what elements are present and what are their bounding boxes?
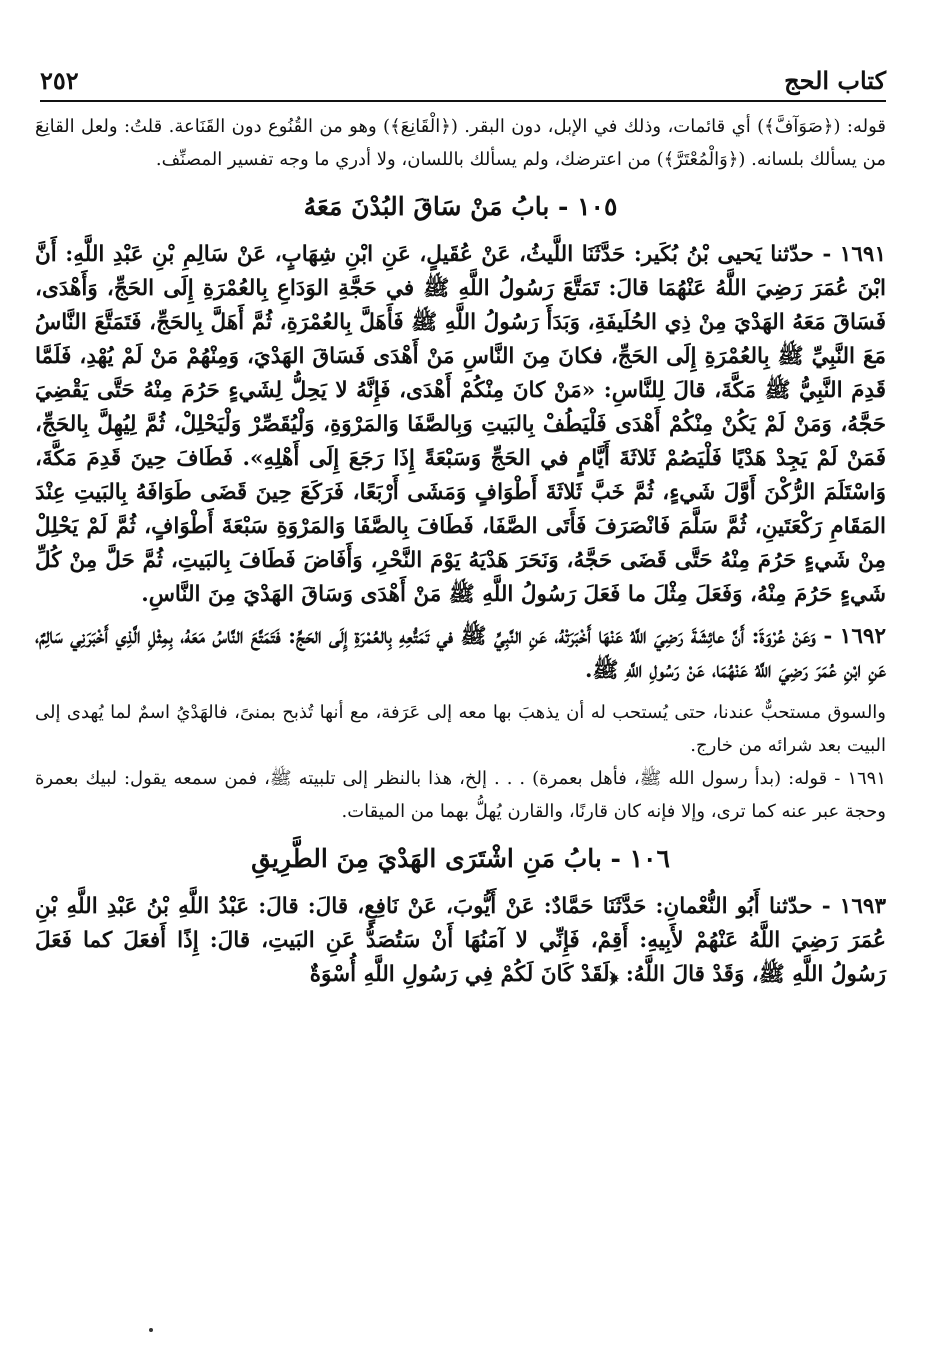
commentary-paragraph: والسوق مستحبٌّ عندنا، حتى يُستحب له أن يذهبَ بها معه إلى عَرَفة، مع أنها تُذبح بمنىً، فالهَدْيُ اسمٌ لما يُهدى إلى البيت بعد شرائه من خارج. bbox=[35, 702, 886, 756]
book-title: كتاب الحج bbox=[784, 66, 886, 95]
chapter-heading: ١٠٥ - بابُ مَنْ سَاقَ البُدْنَ مَعَهُ bbox=[303, 192, 618, 221]
commentary-paragraph: قوله: (﴿صَوَآفَّ﴾) أي قائمات، وذلك في الإبل، دون البقر. (﴿الْقَانِعَ﴾) وهو من القُنُوع دون القَنَاعة. قلتُ: ولعل القانِعَ من يسألك بلسانه. (﴿وَالْمُعْتَرَّ﴾) من اعترضك، ولم يسألك باللسان، ولا أدري ما وجه تفسير المصنِّف. bbox=[35, 116, 886, 170]
page-header bbox=[40, 55, 886, 95]
commentary-paragraph: ١٦٩١ - قوله: (بدأ رسول الله ﷺ، فأهل بعمرة) . . . إلخ، هذا بالنظر إلى تلبيته ﷺ، فمن سمعه يقول: لبيك بعمرة وحجة عبر عنه كما ترى، وإلا فإنه كان قارنًا، والقارن يُهلُّ بهما من الميقات. bbox=[35, 768, 886, 822]
hadith-paragraph: ١٦٩٣ - حدّثنا أَبُو النُّعْمانِ: حَدَّثَنَا حَمَّادٌ: عَنْ أَيُّوبَ، عَنْ نَافِعٍ، قالَ: قالَ: عَبْدُ اللَّهِ بْنُ عَبْدِ اللَّهِ بْنِ عُمَرَ رَضِيَ اللَّهُ عَنْهُمْ لأَبِيهِ: أَقِمْ، فَإِنِّي لا آمَنُهَا أَنْ سَتُصَدُّ عَنِ البَيتِ، قالَ: إِذًا أَفعَلَ كما فَعَلَ رَسُولُ اللَّهِ ﷺ، وَقَدْ قالَ اللَّهُ: ﴿لَقَدْ كَانَ لَكُمْ فِي رَسُولِ اللَّهِ أُسْوَةٌ bbox=[35, 894, 886, 987]
chapter-heading: ١٠٦ - بابُ مَنِ اشْتَرَى الهَدْيَ مِنَ الطَّرِيقِ bbox=[251, 844, 670, 873]
print-speck bbox=[149, 1328, 153, 1332]
hadith-paragraph: ١٦٩٢ - وَعَنْ عُرْوَةَ: أَنَّ عائِشَةَ رَضِيَ اللَّهُ عَنْهَا أَخْبَرَتْهُ، عَنِ النَّبِيِّ ﷺ في تَمَتُّعِهِ بِالعُمْرَةِ إِلَى الحَجِّ: فَتَمَتَّعَ النَّاسُ مَعَهُ، بِمِثْلِ الَّذِي أَخْبَرَنِي سَالِمٌ، عَنِ ابْنِ عُمَرَ رَضِيَ اللَّهُ عَنْهُمَا، عَنْ رَسُولِ اللَّهِ ﷺ. bbox=[35, 624, 886, 683]
hadith-paragraph: ١٦٩١ - حدّثنا يَحيى بْنُ بُكَير: حَدَّثَنَا اللَّيثُ، عَنْ عُقَيلٍ، عَنِ ابْنِ شِهَابٍ، عَنْ سَالِمِ بْنِ عَبْدِ اللَّهِ: أَنَّ ابْنَ عُمَرَ رَضِيَ اللَّهُ عَنْهُمَا قالَ: تَمَتَّعَ رَسُولُ اللَّهِ ﷺ في حَجَّةِ الوَدَاعِ بِالعُمْرَةِ إِلَى الحَجِّ، وَأَهْدَى، فَسَاقَ مَعَهُ الهَدْيَ مِنْ ذِي الحُلَيفَةِ، وَبَدَأَ رَسُولُ اللَّهِ ﷺ فَأَهَلَّ بِالعُمْرَةِ، ثُمَّ أَهَلَّ بِالحَجِّ، فَتَمَتَّعَ النَّاسُ مَعَ النَّبِيِّ ﷺ بِالعُمْرَةِ إِلَى الحَجِّ، فكانَ مِنَ النَّاسِ مَنْ أَهْدَى فَسَاقَ الهَدْيَ، وَمِنْهُمْ مَنْ لَمْ يُهْدِ، فَلَمَّا قَدِمَ النَّبِيُّ ﷺ مَكَّةَ، قالَ لِلنَّاسِ: «مَنْ كانَ مِنْكُمْ أَهْدَى، فَإِنَّهُ لا يَحِلُّ لِشَيءٍ حَرُمَ مِنْهُ حَتَّى يَقْضِيَ حَجَّهُ، وَمَنْ لَمْ يَكُنْ مِنْكُمْ أَهْدَى فَلْيَطُفْ بِالبَيتِ وَبِالصَّفَا وَالمَرْوَةِ، وَلْيُقَصِّرْ وَلْيَحْلِلْ، ثُمَّ لِيُهِلَّ بِالحَجِّ، فَمَنْ لَمْ يَجِدْ هَدْيًا فَلْيَصُمْ ثَلاثَةَ أَيَّامٍ في الحَجِّ وَسَبْعَةً إِذَا رَجَعَ إِلَى أَهْلِهِ». فَطَافَ حِينَ قَدِمَ مَكَّةَ، وَاسْتَلَمَ الرُّكْنَ أَوَّلَ شَيءٍ، ثُمَّ خَبَّ ثَلاثَةَ أَطْوَافٍ وَمَشَى أَرْبَعًا، فَرَكَعَ حِينَ قَضَى طَوَافَهُ بِالبَيتِ عِنْدَ المَقَامِ رَكْعَتَينِ، ثُمَّ سَلَّمَ فَانْصَرَفَ فَأَتَى الصَّفَا، فَطَافَ بِالصَّفَا وَالمَرْوَةِ سَبْعَةَ أَطْوَافٍ، ثُمَّ لَمْ يَحْلِلْ مِنْ شَيءٍ حَرُمَ مِنْهُ حَتَّى قَضَى حَجَّهُ، وَنَحَرَ هَدْيَهُ يَوْمَ النَّحْرِ، وَأَفَاضَ فَطَافَ بِالبَيتِ، ثُمَّ حَلَّ مِنْ كُلِّ شَيءٍ حَرُمَ مِنْهُ، وَفَعَلَ مِثْلَ ما فَعَلَ رَسُولُ اللَّهِ ﷺ مَنْ أَهْدَى وَسَاقَ الهَدْيَ مِنَ النَّاسِ. bbox=[35, 242, 886, 607]
page-number: ٢٥٢ bbox=[40, 66, 79, 95]
page-body bbox=[35, 110, 886, 992]
header-divider bbox=[40, 100, 886, 102]
